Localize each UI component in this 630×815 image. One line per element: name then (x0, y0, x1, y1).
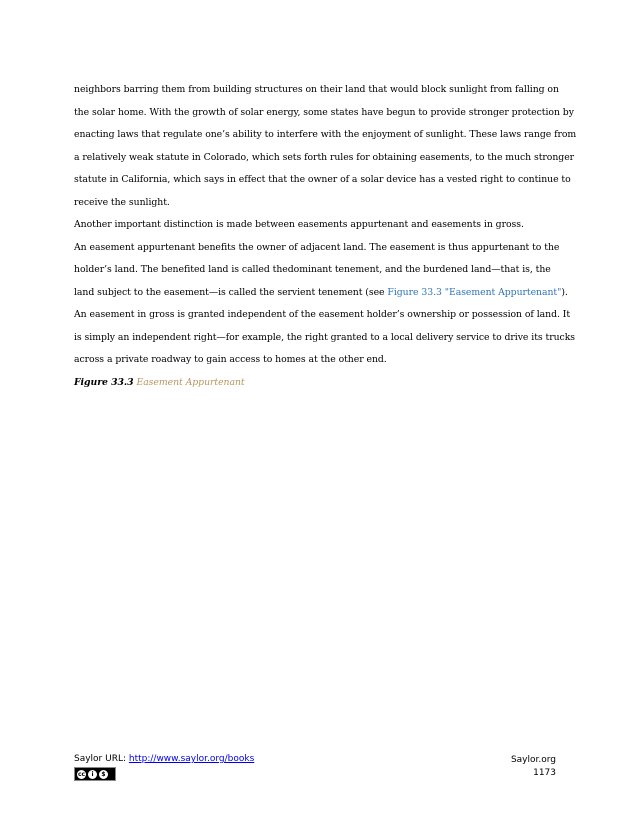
text-line: enacting laws that regulate one’s ability to interfere with the enjoyment of sunlight. These laws range from (74, 129, 577, 140)
figure-label: Figure 33.3 (74, 376, 134, 388)
paragraph-3 (74, 237, 568, 305)
by-icon: i (88, 770, 97, 779)
text-line: holder’s land. The benefited land is called thedominant tenement, and the burdened land—that is, the (74, 264, 551, 275)
text-line: across a private roadway to gain access to homes at the other end. (74, 354, 387, 365)
text-line: neighbors barring them from building structures on their land that would block sunlight from falling on (74, 84, 559, 95)
text-line: An easement in gross is granted independent of the easement holder’s ownership or possession of land. It (74, 309, 571, 320)
paragraph-2 (74, 214, 560, 237)
text-segment: ). (561, 286, 568, 298)
body-text (74, 79, 577, 394)
text-line: the solar home. With the growth of solar energy, some states have begun to provide stronger protection by (74, 106, 574, 118)
text-line: statute in California, which says in effect that the owner of a solar device has a vested right to continue to (74, 174, 571, 185)
page-number: 1173 (533, 768, 556, 778)
cc-by-nc-sa-icon (74, 767, 116, 781)
text-line: An easement appurtenant benefits the owner of adjacent land. The easement is thus appurtenant to the (74, 241, 560, 253)
text-line: receive the sunlight. (74, 196, 170, 208)
paragraph-4 (74, 304, 576, 372)
nc-icon: $ (99, 770, 108, 779)
footer-site: Saylor.org (510, 755, 556, 765)
text-line (74, 282, 568, 305)
saylor-books-link[interactable]: http://www.saylor.org/books (128, 754, 255, 764)
figure-title: Easement Appurtenant (136, 376, 245, 388)
text-segment: land subject to the easement—is called the servient tenement (see (74, 286, 388, 298)
text-line: a relatively weak statute in Colorado, which sets forth rules for obtaining easements, to the much stronger (74, 151, 575, 163)
footer-right (511, 754, 556, 780)
footer-url-label: Saylor URL: (74, 754, 129, 764)
footer-url (74, 754, 254, 764)
figure-caption (74, 372, 560, 395)
text-line: Another important distinction is made between easements appurtenant and easements in gross. (74, 219, 524, 230)
text-line: is simply an independent right—for example, the right granted to a local delivery service to drive its trucks (74, 331, 576, 343)
figure-reference-link[interactable]: Figure 33.3 "Easement Appurtenant" (387, 286, 562, 298)
paragraph-1 (74, 79, 577, 214)
cc-icon: cc (77, 770, 86, 778)
